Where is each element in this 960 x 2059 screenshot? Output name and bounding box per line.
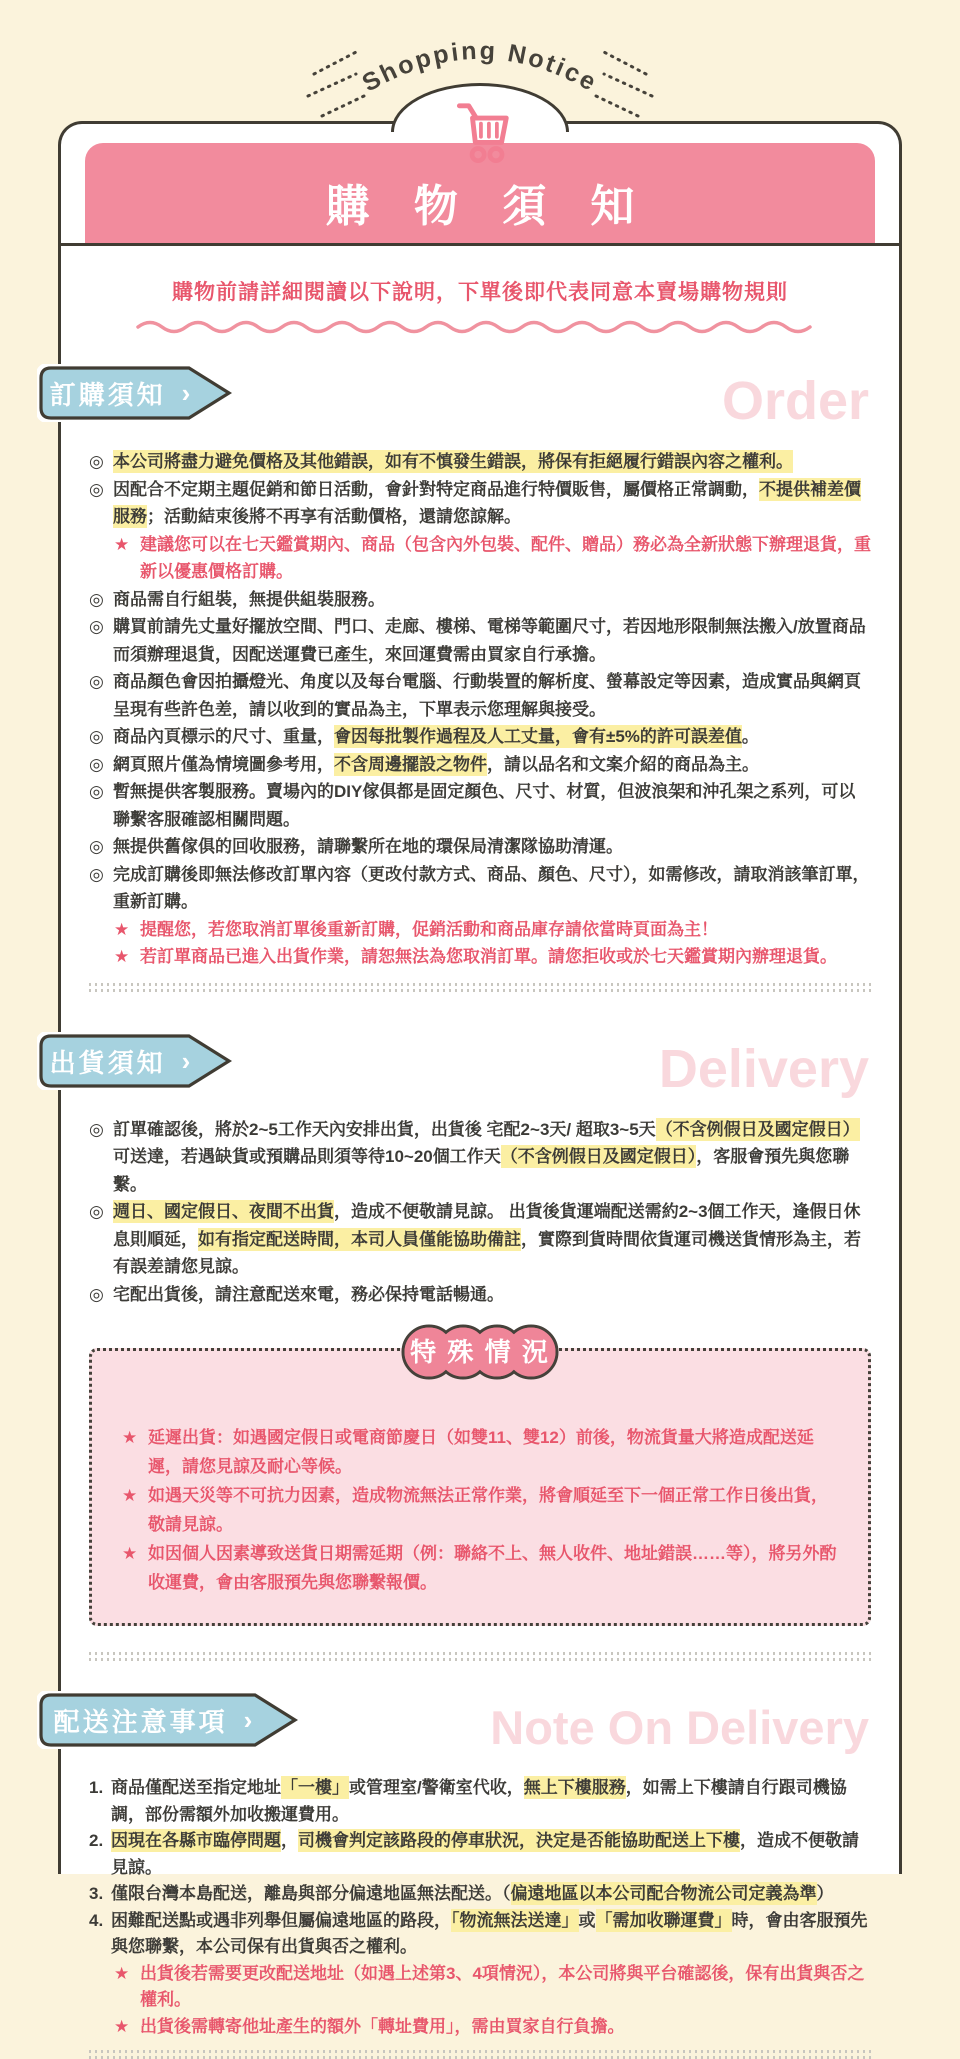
special-badge-label: 特 殊 情 況	[410, 1337, 550, 1367]
star-marker: ★	[114, 1963, 130, 1983]
item-text: 商品內頁標示的尺寸、重量，會因每批製作過程及人工丈量，會有±5%的許可誤差值。	[113, 727, 759, 746]
page-title: 購 物 須 知	[325, 182, 651, 231]
special-situations-badge	[393, 1320, 567, 1384]
list-item	[89, 586, 871, 614]
bullet-marker: ◎	[89, 479, 104, 499]
list-item	[89, 668, 871, 723]
list-item	[89, 1116, 871, 1199]
item-text: 網頁照片僅為情境圖參考用，不含周邊擺設之物件，請以品名和文案介紹的商品為主。	[113, 754, 759, 774]
shopping-notice-arc-text: Shopping Notice	[357, 36, 603, 98]
bullet-marker: ◎	[89, 727, 104, 746]
list-item	[89, 1281, 871, 1309]
star-marker: ★	[114, 919, 130, 939]
star-marker: ★	[114, 947, 130, 966]
bullet-marker: ◎	[89, 754, 104, 774]
watermark-delivery: Delivery	[658, 1038, 869, 1099]
page-subtitle: 購物前請詳細閱讀以下說明，下單後即代表同意本賣場購物規則	[172, 281, 788, 304]
bullet-marker: ◎	[89, 782, 104, 801]
star-marker: ★	[122, 1428, 138, 1447]
star-marker: ★	[114, 534, 130, 554]
delivery-notice-list	[89, 1116, 871, 1309]
stitch-divider	[89, 2050, 871, 2059]
bullet-marker: ◎	[89, 1284, 104, 1304]
item-text: 本公司將盡力避免價格及其他錯誤，如有不慎發生錯誤，將保有拒絕履行錯誤內容之權利。	[113, 452, 793, 471]
note-item	[114, 1961, 871, 2014]
section-badge-note-on-delivery	[37, 1691, 299, 1754]
item-text: 無提供舊傢俱的回收服務，請聯繫所在地的環保局清潔隊協助清運。	[113, 837, 623, 856]
list-item	[89, 613, 871, 668]
badge-label-note-on-delivery: 配送注意事項	[53, 1707, 228, 1737]
section-header-order	[49, 364, 871, 431]
item-text: 若訂單商品已進入出貨作業，請恕無法為您取消訂單。請您拒收或於七天鑑賞期內辦理退貨。	[140, 947, 837, 966]
section-header-delivery	[49, 1032, 871, 1099]
item-text: 因現在各縣市臨停問題，司機會判定該路段的停車狀況，決定是否能協助配送上下樓，造成不便敬請見諒。	[111, 1831, 859, 1877]
list-item	[89, 861, 871, 916]
section-header-note-on-delivery	[53, 1691, 871, 1754]
note-item	[114, 531, 871, 586]
number-marker: 4.	[89, 1910, 104, 1930]
bullet-marker: ◎	[89, 452, 104, 471]
stitch-divider	[89, 1652, 871, 1661]
bullet-marker: ◎	[89, 672, 104, 691]
note-item	[114, 2014, 871, 2041]
item-text: 商品顏色會因拍攝燈光、角度以及每台電腦、行動裝置的解析度、螢幕設定等因素，造成實品與網頁呈現有些許色差，請以收到的實品為主，下單表示您理解與接受。	[113, 672, 861, 719]
section-badge-order	[37, 364, 233, 427]
chevron-right-icon: ›	[181, 1045, 191, 1076]
list-item	[89, 778, 871, 833]
list-item	[89, 1198, 871, 1281]
star-marker: ★	[114, 2016, 130, 2036]
item-text: 因配合不定期主題促銷和節日活動，會針對特定商品進行特價販售，屬價格正常調動，不提供補差價服務；活動結束後將不再享有活動價格，還請您諒解。	[113, 479, 861, 526]
item-text: 如遇天災等不可抗力因素，造成物流無法正常作業，將會順延至下一個正常工作日後出貨，敬請見諒。	[148, 1486, 828, 1534]
bullet-marker: ◎	[89, 864, 104, 884]
list-item	[89, 448, 871, 476]
item-text: 週日、國定假日、夜間不出貨，造成不便敬請見諒。 出貨後貨運端配送需約2~3個工作天，逢假日休息則順延，如有指定配送時間，本司人員僅能協助備註，實際到貨時間依貨運司機送貨情形為主，若有誤差請您見諒。	[113, 1202, 861, 1276]
item-text: 建議您可以在七天鑑賞期內、商品（包含內外包裝、配件、贈品）務必為全新狀態下辦理退貨，重新以優惠價格訂購。	[140, 534, 871, 581]
number-marker: 1.	[89, 1778, 104, 1797]
list-item	[89, 723, 871, 751]
list-item	[89, 1775, 871, 1828]
stitch-divider	[89, 983, 871, 992]
list-item	[89, 476, 871, 531]
item-text: 商品需自行組裝，無提供組裝服務。	[113, 589, 385, 609]
item-text: 困難配送點或遇非列舉但屬偏遠地區的路段，「物流無法送達」或「需加收聯運費」時，會由客服預先與您聯繫，本公司保有出貨與否之權利。	[111, 1910, 868, 1956]
shopping-notice-arch	[250, 16, 710, 122]
item-text: 暫無提供客製服務。賣場內的DIY傢俱都是固定顏色、尺寸、材質，但波浪架和沖孔架之系列，可以聯繫客服確認相關問題。	[113, 782, 856, 829]
bullet-marker: ◎	[89, 837, 104, 856]
note-item	[122, 1481, 838, 1539]
item-text: 訂單確認後，將於2~5工作天內安排出貨，出貨後 宅配2~3天/ 超取3~5天（不含例假日及國定假日）可送達，若遇缺貨或預購品則須等待10~20個工作天（不含例假日及國定假日），客服會預先與您聯繫。	[113, 1119, 860, 1194]
item-text: 出貨後需轉寄他址產生的額外「轉址費用」，需由買家自行負擔。	[140, 2016, 625, 2036]
watermark-order: Order	[721, 371, 869, 431]
item-text: 完成訂購後即無法修改訂單內容（更改付款方式、商品、顏色、尺寸），如需修改，請取消該筆訂單，重新訂購。	[113, 864, 870, 911]
star-marker: ★	[122, 1486, 138, 1505]
star-marker: ★	[122, 1544, 138, 1563]
note-item	[122, 1423, 838, 1481]
order-notice-list	[89, 448, 871, 971]
badge-label-order: 訂購須知	[49, 380, 166, 410]
note-item	[122, 1539, 838, 1597]
list-item	[89, 1828, 871, 1881]
watermark-note-on-delivery: Note On Delivery	[490, 1701, 869, 1754]
badge-label-delivery: 出貨須知	[49, 1047, 166, 1078]
item-text: 僅限台灣本島配送，離島與部分偏遠地區無法配送。（偏遠地區以本公司配合物流公司定義為準）	[111, 1884, 834, 1903]
chevron-right-icon: ›	[243, 1705, 253, 1735]
list-item	[89, 751, 871, 779]
list-item	[89, 833, 871, 861]
notice-card	[49, 36, 902, 2036]
item-text: 如因個人因素導致送貨日期需延期（例：聯絡不上、無人收件、地址錯誤……等），將另外酌收運費，會由客服預先與您聯繫報價。	[148, 1544, 837, 1592]
item-text: 商品僅配送至指定地址「一樓」或管理室/警衛室代收，無上下樓服務，如需上下樓請自行跟司機協調，部份需額外加收搬運費用。	[111, 1778, 847, 1824]
number-marker: 3.	[89, 1884, 104, 1903]
wavy-divider	[135, 318, 825, 336]
special-situations-list	[122, 1423, 838, 1597]
item-text: 購買前請先丈量好擺放空間、門口、走廊、樓梯、電梯等範圍尺寸，若因地形限制無法搬入/放置商品而須辦理退貨，因配送運費已產生，來回運費需由買家自行承擔。	[113, 617, 866, 664]
list-item	[89, 1881, 871, 1908]
special-situations-box	[89, 1337, 871, 1626]
note-item	[114, 916, 871, 944]
bullet-marker: ◎	[89, 589, 104, 609]
chevron-right-icon: ›	[181, 378, 191, 408]
list-item	[89, 1908, 871, 1961]
item-text: 宅配出貨後，請注意配送來電，務必保持電話暢通。	[113, 1284, 504, 1304]
bullet-marker: ◎	[89, 1202, 104, 1221]
bullet-marker: ◎	[89, 617, 104, 636]
header-divider	[61, 243, 899, 246]
item-text: 出貨後若需要更改配送地址（如遇上述第3、4項情況），本公司將與平台確認後，保有出貨與否之權利。	[140, 1963, 865, 2009]
item-text: 提醒您，若您取消訂單後重新訂購，促銷活動和商品庫存請依當時頁面為主！	[140, 919, 718, 939]
note-item	[114, 943, 871, 971]
shipping-notes-list	[89, 1775, 871, 2040]
bullet-marker: ◎	[89, 1119, 104, 1139]
section-badge-delivery	[37, 1032, 233, 1095]
item-text: 延遲出貨：如遇國定假日或電商節慶日（如雙11、雙12）前後，物流貨量大將造成配送延遲，請您見諒及耐心等候。	[148, 1428, 814, 1476]
number-marker: 2.	[89, 1831, 104, 1850]
